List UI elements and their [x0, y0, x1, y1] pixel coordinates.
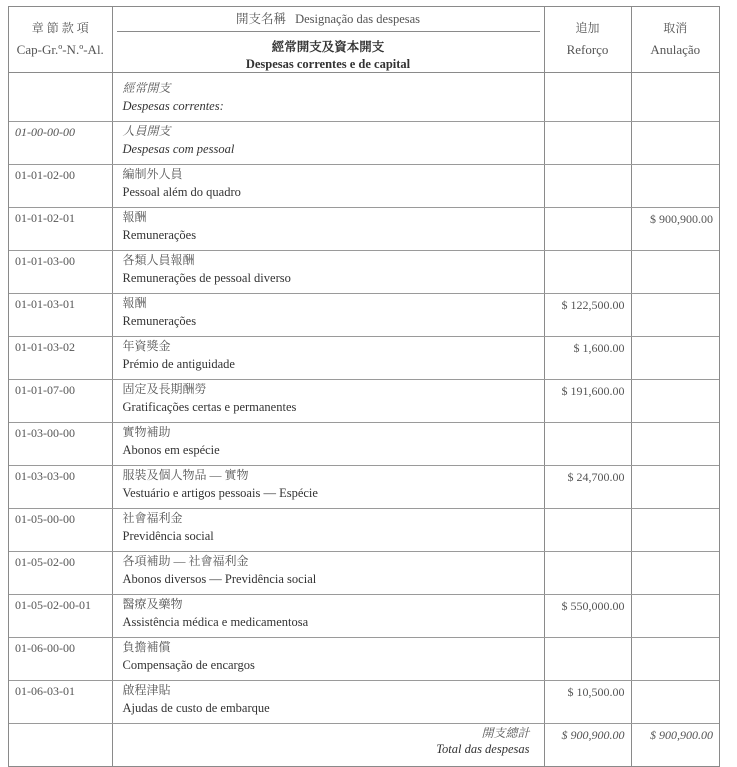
row-reforco [544, 251, 631, 294]
header-section-cn: 經常開支及資本開支 [271, 40, 385, 54]
header-designation [112, 7, 544, 73]
row-description [112, 208, 544, 251]
header-reforco-cn: 追加 [575, 21, 600, 35]
row-code: 01-06-03-01 [9, 681, 112, 724]
row-anulacao [631, 380, 719, 423]
row-description-pt: Gratificações certas e permanentes [122, 400, 297, 414]
table-body [9, 73, 719, 767]
header-designation-cn: 開支名稱 [235, 12, 286, 26]
row-code: 01-01-02-01 [9, 208, 112, 251]
row-anulacao [631, 423, 719, 466]
table-row [9, 552, 719, 595]
total-code [9, 724, 112, 767]
row-description [112, 552, 544, 595]
row-description-cn: 經常開支 [122, 81, 171, 95]
row-description-cn: 編制外人員 [122, 167, 183, 181]
row-anulacao [631, 638, 719, 681]
row-reforco: $ 10,500.00 [544, 681, 631, 724]
row-anulacao [631, 509, 719, 552]
row-reforco [544, 73, 631, 122]
row-code: 01-03-03-00 [9, 466, 112, 509]
row-reforco [544, 208, 631, 251]
row-reforco: $ 24,700.00 [544, 466, 631, 509]
row-description-pt: Abonos em espécie [122, 443, 220, 457]
table-row [9, 423, 719, 466]
row-description [112, 73, 544, 122]
row-anulacao [631, 122, 719, 165]
row-anulacao [631, 595, 719, 638]
row-code: 01-01-02-00 [9, 165, 112, 208]
row-code: 01-03-00-00 [9, 423, 112, 466]
header-anulacao-cn: 取消 [663, 21, 688, 35]
row-description [112, 466, 544, 509]
row-anulacao [631, 73, 719, 122]
row-description [112, 165, 544, 208]
header-designation-title [117, 7, 540, 32]
row-description-cn: 報酬 [122, 210, 147, 224]
row-description-pt: Vestuário e artigos pessoais — Espécie [122, 486, 318, 500]
header-code-cn: 章 節 款 項 [31, 21, 89, 35]
table-row [9, 73, 719, 122]
table-row [9, 638, 719, 681]
row-description-pt: Compensação de encargos [122, 658, 255, 672]
table-row [9, 681, 719, 724]
row-reforco [544, 552, 631, 595]
row-code: 01-00-00-00 [9, 122, 112, 165]
row-reforco [544, 122, 631, 165]
row-description [112, 337, 544, 380]
row-description-pt: Previdência social [122, 529, 214, 543]
row-description [112, 423, 544, 466]
row-description-cn: 年資獎金 [122, 339, 171, 353]
row-anulacao [631, 552, 719, 595]
row-description [112, 294, 544, 337]
header-reforco-pt: Reforço [566, 42, 609, 57]
row-description-pt: Remunerações [122, 228, 197, 242]
row-code: 01-01-03-00 [9, 251, 112, 294]
header-reforco [544, 7, 631, 73]
header-anulacao [631, 7, 719, 73]
row-description-pt: Prémio de antiguidade [122, 357, 235, 371]
row-code: 01-05-00-00 [9, 509, 112, 552]
table-row [9, 509, 719, 552]
header-code-pt: Cap-Gr.º-N.º-Al. [16, 42, 104, 57]
row-code: 01-01-07-00 [9, 380, 112, 423]
row-description-pt: Abonos diversos — Previdência social [122, 572, 317, 586]
row-reforco: $ 550,000.00 [544, 595, 631, 638]
table-row [9, 466, 719, 509]
row-anulacao [631, 466, 719, 509]
row-description [112, 509, 544, 552]
row-reforco [544, 165, 631, 208]
row-code: 01-05-02-00-01 [9, 595, 112, 638]
row-description-cn: 實物補助 [122, 425, 171, 439]
row-description-pt: Ajudas de custo de embarque [122, 701, 270, 715]
total-description-cn: 開支總計 [481, 726, 530, 740]
table-row [9, 337, 719, 380]
row-description [112, 251, 544, 294]
header-designation-pt: Designação das despesas [295, 12, 421, 26]
row-reforco: $ 1,600.00 [544, 337, 631, 380]
row-description-cn: 負擔補償 [122, 640, 171, 654]
row-description-cn: 報酬 [122, 296, 147, 310]
row-code: 01-06-00-00 [9, 638, 112, 681]
row-code: 01-05-02-00 [9, 552, 112, 595]
row-anulacao [631, 165, 719, 208]
row-description-cn: 固定及長期酬勞 [122, 382, 207, 396]
total-reforco: $ 900,900.00 [544, 724, 631, 767]
row-description [112, 681, 544, 724]
row-description-cn: 醫療及藥物 [122, 597, 183, 611]
header-code [9, 7, 112, 73]
row-code [9, 73, 112, 122]
row-reforco [544, 638, 631, 681]
row-description-cn: 啟程津貼 [122, 683, 171, 697]
row-description-cn: 社會福利金 [122, 511, 183, 525]
row-code: 01-01-03-01 [9, 294, 112, 337]
table-row [9, 251, 719, 294]
row-description-pt: Remunerações de pessoal diverso [122, 271, 291, 285]
row-description-pt: Despesas com pessoal [122, 142, 235, 156]
row-anulacao [631, 681, 719, 724]
row-description-pt: Assistência médica e medicamentosa [122, 615, 309, 629]
row-anulacao [631, 337, 719, 380]
total-description [112, 724, 544, 767]
row-description [112, 380, 544, 423]
row-description [112, 595, 544, 638]
row-description-cn: 各類人員報酬 [122, 253, 195, 267]
row-description-pt: Remunerações [122, 314, 197, 328]
row-anulacao [631, 294, 719, 337]
row-reforco: $ 122,500.00 [544, 294, 631, 337]
row-reforco [544, 423, 631, 466]
row-description [112, 122, 544, 165]
row-anulacao [631, 251, 719, 294]
row-code: 01-01-03-02 [9, 337, 112, 380]
table-row [9, 294, 719, 337]
row-reforco [544, 509, 631, 552]
row-anulacao: $ 900,900.00 [631, 208, 719, 251]
row-reforco: $ 191,600.00 [544, 380, 631, 423]
row-description-cn: 各項補助 — 社會福利金 [122, 554, 249, 568]
header-section-pt: Despesas correntes e de capital [245, 57, 411, 71]
header-anulacao-pt: Anulação [650, 42, 701, 57]
table-row [9, 380, 719, 423]
table-row [9, 122, 719, 165]
table-row [9, 595, 719, 638]
table-row [9, 165, 719, 208]
row-description-pt: Pessoal além do quadro [122, 185, 241, 199]
total-row [9, 724, 719, 767]
row-description-pt: Despesas correntes: [122, 99, 224, 113]
row-description-cn: 人員開支 [122, 124, 171, 138]
total-description-pt: Total das despesas [436, 742, 530, 756]
row-description-cn: 服裝及個人物品 — 實物 [122, 468, 249, 482]
table-row [9, 208, 719, 251]
header-section [113, 37, 544, 72]
budget-table [8, 6, 720, 767]
total-anulacao: $ 900,900.00 [631, 724, 719, 767]
row-description [112, 638, 544, 681]
